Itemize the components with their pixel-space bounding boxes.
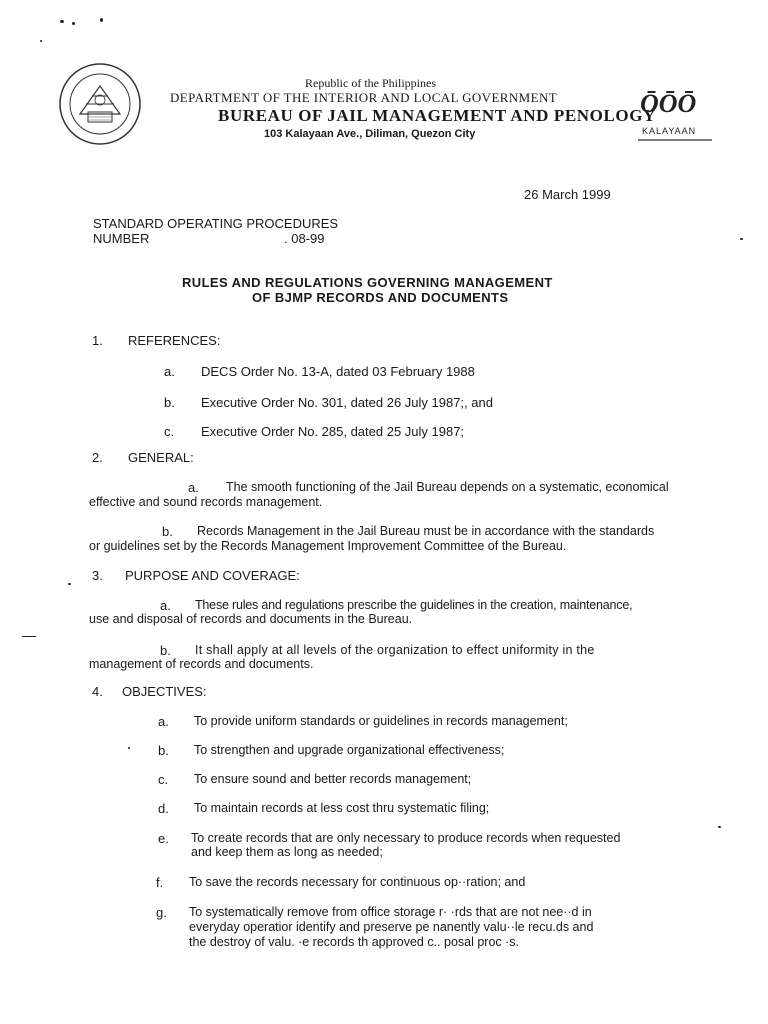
paragraph-line: or guidelines set by the Records Management Improvement Committee of the Bureau. bbox=[89, 539, 567, 553]
objective-item: To ensure sound and better records management; bbox=[194, 772, 472, 786]
scan-speck bbox=[740, 238, 743, 240]
section-heading-objectives: OBJECTIVES: bbox=[122, 684, 207, 699]
scan-speck bbox=[22, 636, 36, 637]
section-heading-purpose: PURPOSE AND COVERAGE: bbox=[125, 568, 300, 583]
section-number: 2. bbox=[92, 450, 103, 465]
item-letter: g. bbox=[156, 905, 167, 920]
header-address: 103 Kalayaan Ave., Diliman, Quezon City bbox=[264, 128, 476, 140]
reference-item: DECS Order No. 13-A, dated 03 February 1988 bbox=[201, 364, 475, 379]
document-title-line1: RULES AND REGULATIONS GOVERNING MANAGEMENT bbox=[182, 275, 553, 290]
scan-speck bbox=[40, 40, 42, 42]
sop-number-value: . 08-99 bbox=[284, 231, 325, 246]
item-letter: c. bbox=[164, 424, 175, 439]
paragraph-line: Records Management in the Jail Bureau must be in accordance with the standards bbox=[197, 524, 655, 538]
objective-item: To strengthen and upgrade organizational effectiveness; bbox=[194, 743, 505, 757]
item-letter: b. bbox=[160, 643, 171, 658]
item-letter: a. bbox=[158, 714, 169, 729]
item-letter: b. bbox=[164, 395, 175, 410]
item-letter: a. bbox=[188, 480, 199, 495]
document-date: 26 March 1999 bbox=[524, 187, 611, 202]
paragraph-line: use and disposal of records and documents in the Bureau. bbox=[89, 612, 413, 626]
section-number: 3. bbox=[92, 568, 103, 583]
section-heading-general: GENERAL: bbox=[128, 450, 194, 465]
objective-item: To maintain records at less cost thru systematic filing; bbox=[194, 801, 490, 815]
objective-item: To save the records necessary for continuous op··ration; and bbox=[189, 875, 526, 889]
section-number: 4. bbox=[92, 684, 103, 699]
bjmp-seal-logo bbox=[58, 62, 142, 146]
item-letter: d. bbox=[158, 801, 169, 816]
item-letter: c. bbox=[158, 772, 169, 787]
paragraph-line: The smooth functioning of the Jail Bureau depends on a systematic, economical bbox=[226, 480, 669, 494]
document-title-line2: OF BJMP RECORDS AND DOCUMENTS bbox=[252, 290, 509, 305]
section-heading-references: REFERENCES: bbox=[128, 333, 221, 348]
paragraph-line: It shall apply at all levels of the organization to effect uniformity in the bbox=[195, 643, 595, 657]
header-bureau: BUREAU OF JAIL MANAGEMENT AND PENOLOGY bbox=[218, 106, 656, 125]
scan-speck bbox=[72, 22, 75, 25]
scan-speck bbox=[128, 747, 130, 749]
item-letter: a. bbox=[164, 364, 175, 379]
objective-item: everyday operatior identify and preserve pe nanently valu··le recu.ds and bbox=[189, 920, 594, 934]
sop-label: STANDARD OPERATING PROCEDURES bbox=[93, 216, 339, 231]
item-letter: a. bbox=[160, 598, 171, 613]
objective-item: To provide uniform standards or guidelines in records management; bbox=[194, 714, 568, 728]
paragraph-line: effective and sound records management. bbox=[89, 495, 323, 509]
item-letter: b. bbox=[162, 524, 173, 539]
reference-item: Executive Order No. 285, dated 25 July 1987; bbox=[201, 424, 465, 439]
header-republic: Republic of the Philippines bbox=[305, 76, 436, 90]
item-letter: f. bbox=[156, 875, 164, 890]
objective-item: and keep them as long as needed; bbox=[191, 845, 383, 859]
paragraph-line: These rules and regulations prescribe the guidelines in the creation, maintenance, bbox=[195, 598, 633, 612]
scan-speck bbox=[718, 826, 721, 828]
scan-speck bbox=[68, 583, 71, 585]
svg-text:ŌŌŌ: ŌŌŌ bbox=[640, 90, 697, 118]
objective-item: To systematically remove from office storage r· ·rds that are not nee··d in bbox=[189, 905, 592, 919]
objective-item: the destroy of valu. ·e records th approved c.. posal proc ·s. bbox=[189, 935, 520, 949]
reference-item: Executive Order No. 301, dated 26 July 1987;, and bbox=[201, 395, 493, 410]
sop-number-label: NUMBER bbox=[93, 231, 150, 246]
scan-speck bbox=[100, 18, 103, 22]
item-letter: b. bbox=[158, 743, 169, 758]
kalayaan-logo-text: KALAYAAN bbox=[642, 126, 697, 136]
header-department: DEPARTMENT OF THE INTERIOR AND LOCAL GOVERNMENT bbox=[170, 90, 558, 105]
section-number: 1. bbox=[92, 333, 103, 348]
scan-speck bbox=[60, 20, 64, 23]
item-letter: e. bbox=[158, 831, 169, 846]
objective-item: To create records that are only necessary to produce records when requested bbox=[191, 831, 621, 845]
paragraph-line: management of records and documents. bbox=[89, 657, 314, 671]
kalayaan-logo bbox=[632, 90, 718, 146]
